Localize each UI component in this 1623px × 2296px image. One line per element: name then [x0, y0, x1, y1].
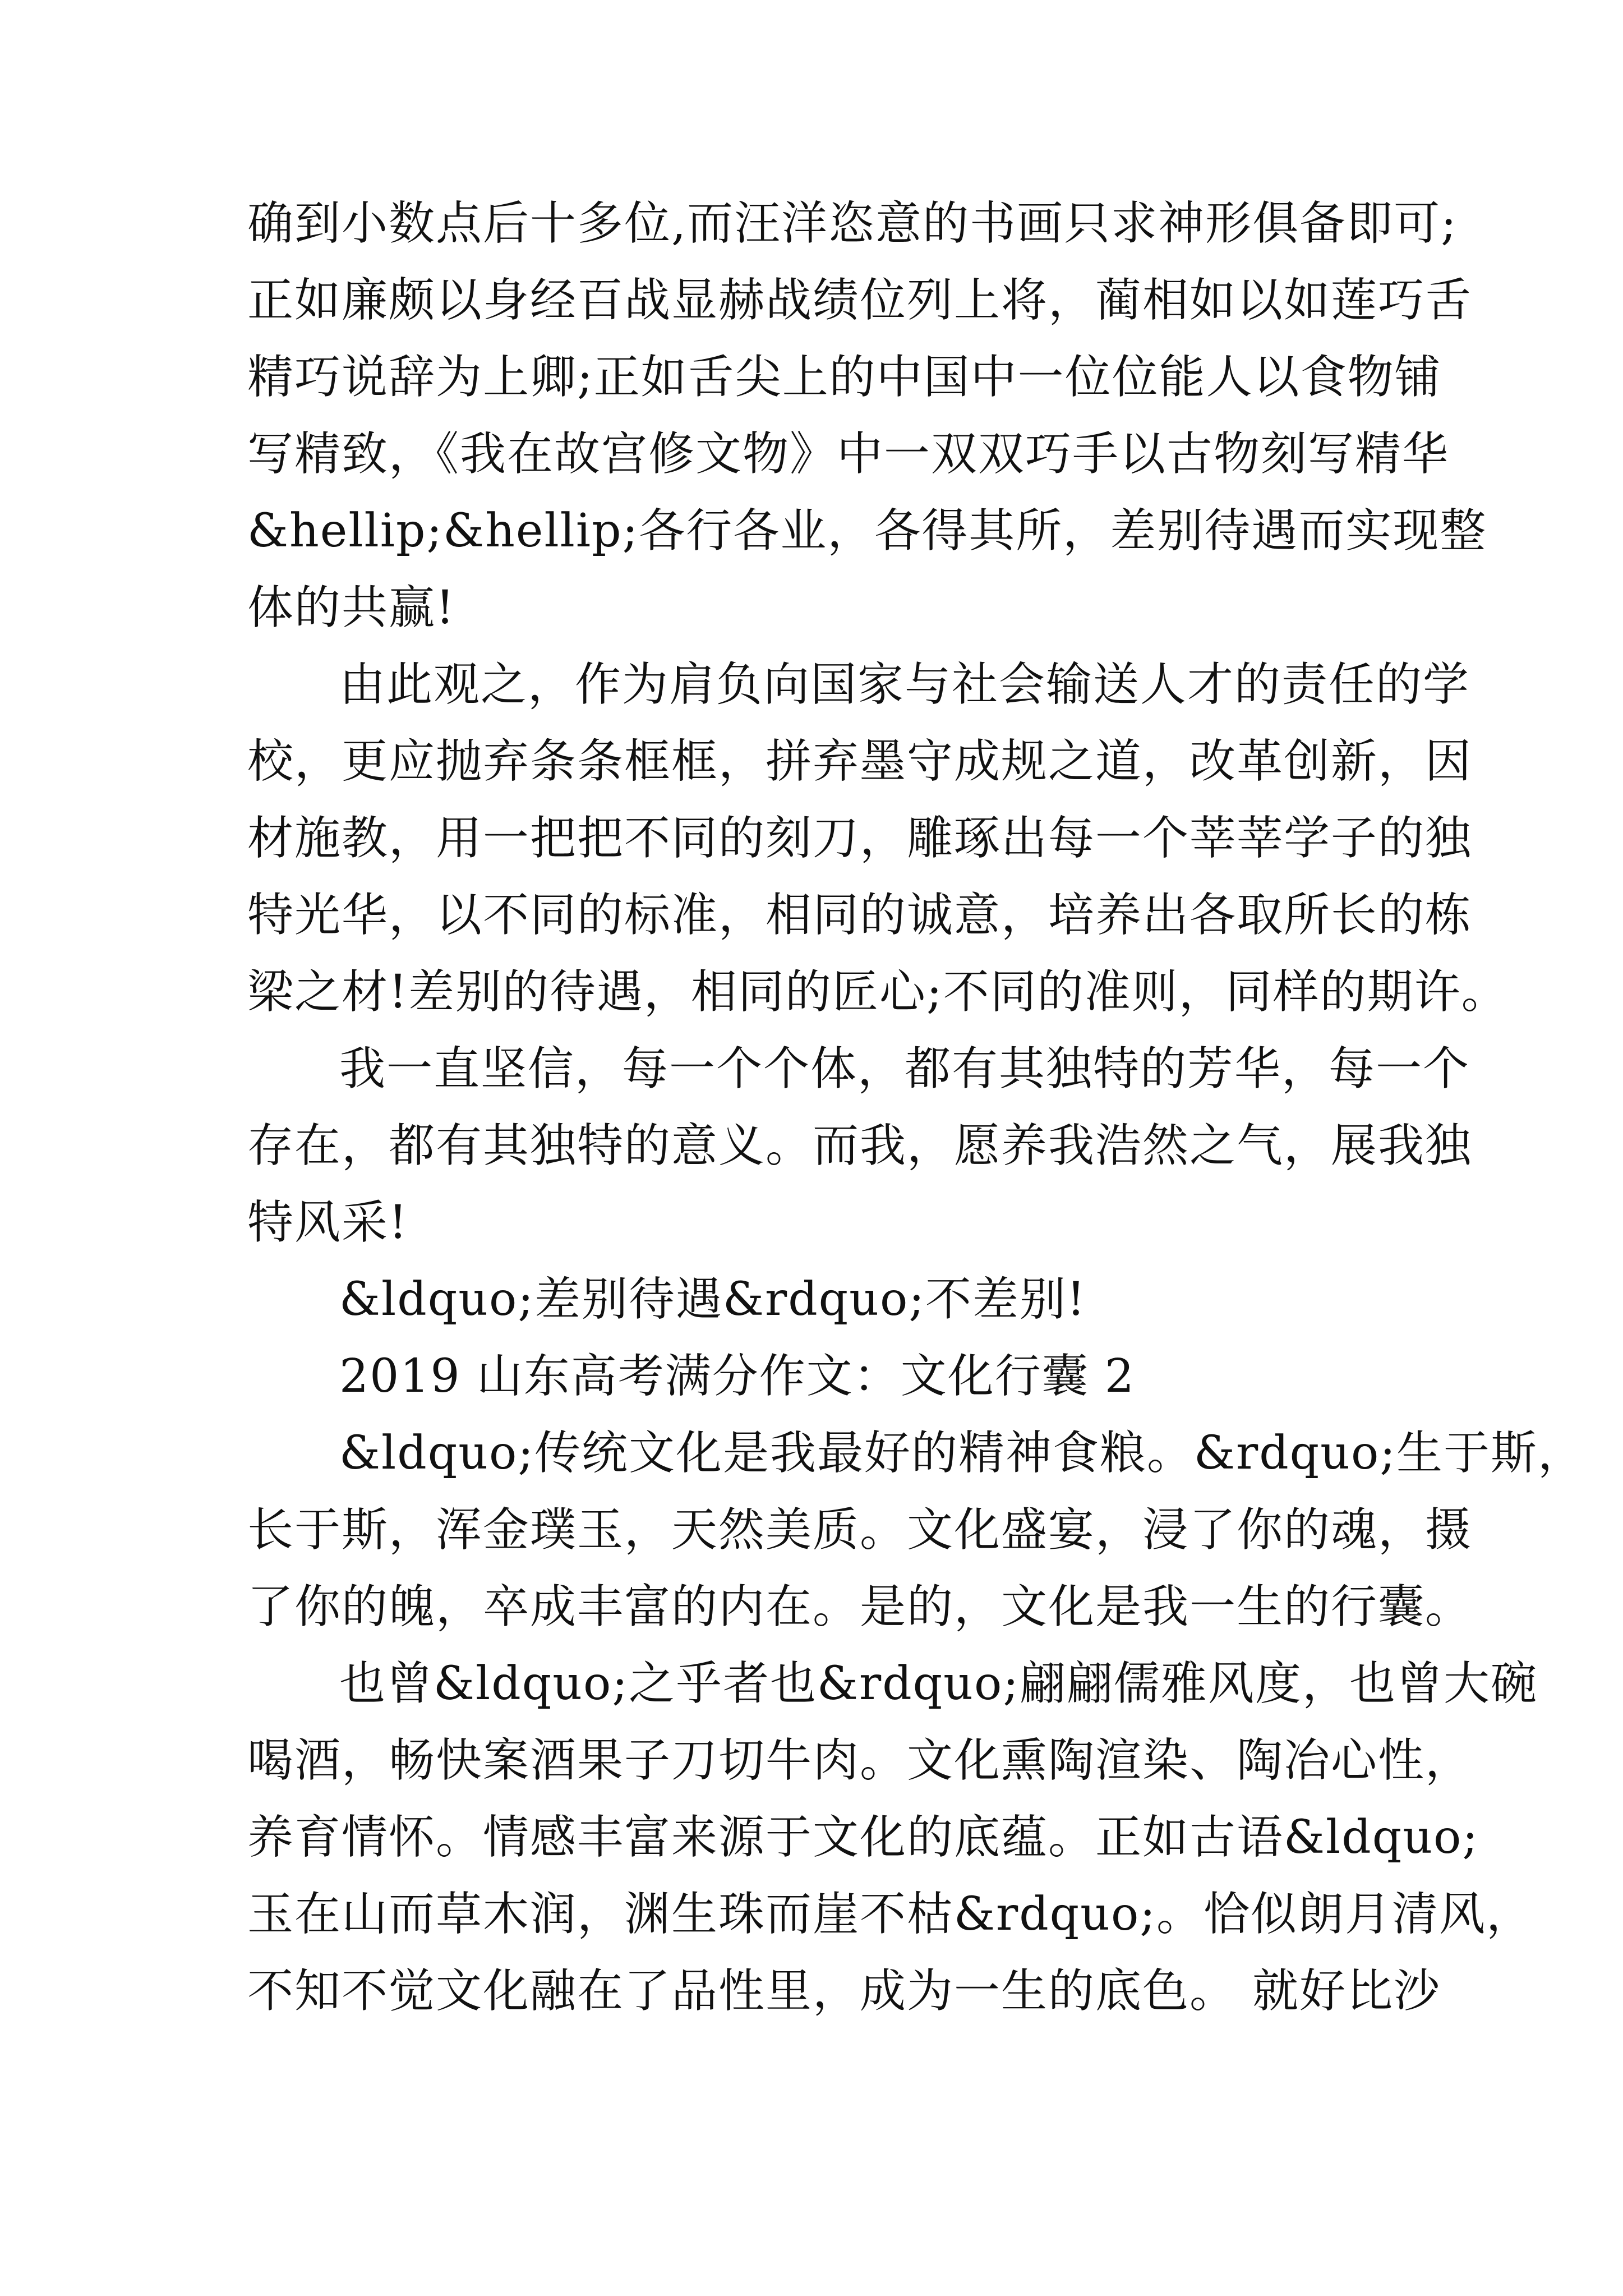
text-line: 养育情怀。情感丰富来源于文化的底蕴。正如古语&ldquo; [247, 1811, 1479, 1864]
essay-body [247, 185, 1585, 2030]
text-line: 正如廉颇以身经百战显赫战绩位列上将，蔺相如以如莲巧舌 [247, 274, 1473, 327]
text-line: 校，更应抛弃条条框框，拼弃墨守成规之道，改革创新，因 [247, 735, 1473, 788]
paragraph-start-line: 也曾&ldquo;之乎者也&rdquo;翩翩儒雅风度，也曾大碗 [339, 1657, 1538, 1710]
text-line: 材施教，用一把把不同的刻刀，雕琢出每一个莘莘学子的独 [247, 812, 1473, 865]
text-line: &hellip;&hellip;各行各业，各得其所，差别待遇而实现整 [247, 504, 1487, 558]
text-line: 特风采! [247, 1196, 408, 1249]
paragraph-start-line: &ldquo;传统文化是我最好的精神食粮。&rdquo;生于斯， [339, 1427, 1585, 1480]
text-line: 写精致，《我在故宫修文物》中一双双巧手以古物刻写精华 [247, 427, 1450, 481]
text-line: 存在，都有其独特的意义。而我，愿养我浩然之气，展我独 [247, 1119, 1473, 1172]
text-line: 梁之材!差别的待遇，相同的匠心;不同的准则，同样的期许。 [247, 965, 1509, 1019]
paragraph-start-line: &ldquo;差别待遇&rdquo;不差别! [339, 1273, 1086, 1326]
text-line: 了你的魄，卒成丰富的内在。是的，文化是我一生的行囊。 [247, 1580, 1473, 1634]
text-line: 确到小数点后十多位,而汪洋恣意的书画只求神形俱备即可; [247, 197, 1458, 250]
text-line: 体的共赢! [247, 581, 455, 634]
text-line: 特光华，以不同的标准，相同的诚意，培养出各取所长的栋 [247, 889, 1473, 942]
text-line: 不知不觉文化融在了品性里，成为一生的底色。 就好比沙 [247, 1964, 1441, 2018]
text-line: 玉在山而草木润，渊生珠而崖不枯&rdquo;。恰似朗月清风， [247, 1888, 1533, 1941]
text-line: 精巧说辞为上卿;正如舌尖上的中国中一位位能人以食物铺 [247, 351, 1442, 404]
text-line: 喝酒，畅快案酒果子刀切牛肉。文化熏陶渲染、陶冶心性， [247, 1734, 1473, 1787]
text-line: 长于斯，浑金璞玉，天然美质。文化盛宴，浸了你的魂，摄 [247, 1503, 1473, 1557]
paragraph-start-line: 我一直坚信，每一个个体，都有其独特的芳华，每一个 [339, 1042, 1470, 1096]
essay-title-line: 2019 山东高考满分作文：文化行囊 2 [339, 1350, 1135, 1403]
paragraph-start-line: 由此观之，作为肩负向国家与社会输送人才的责任的学 [339, 658, 1470, 711]
